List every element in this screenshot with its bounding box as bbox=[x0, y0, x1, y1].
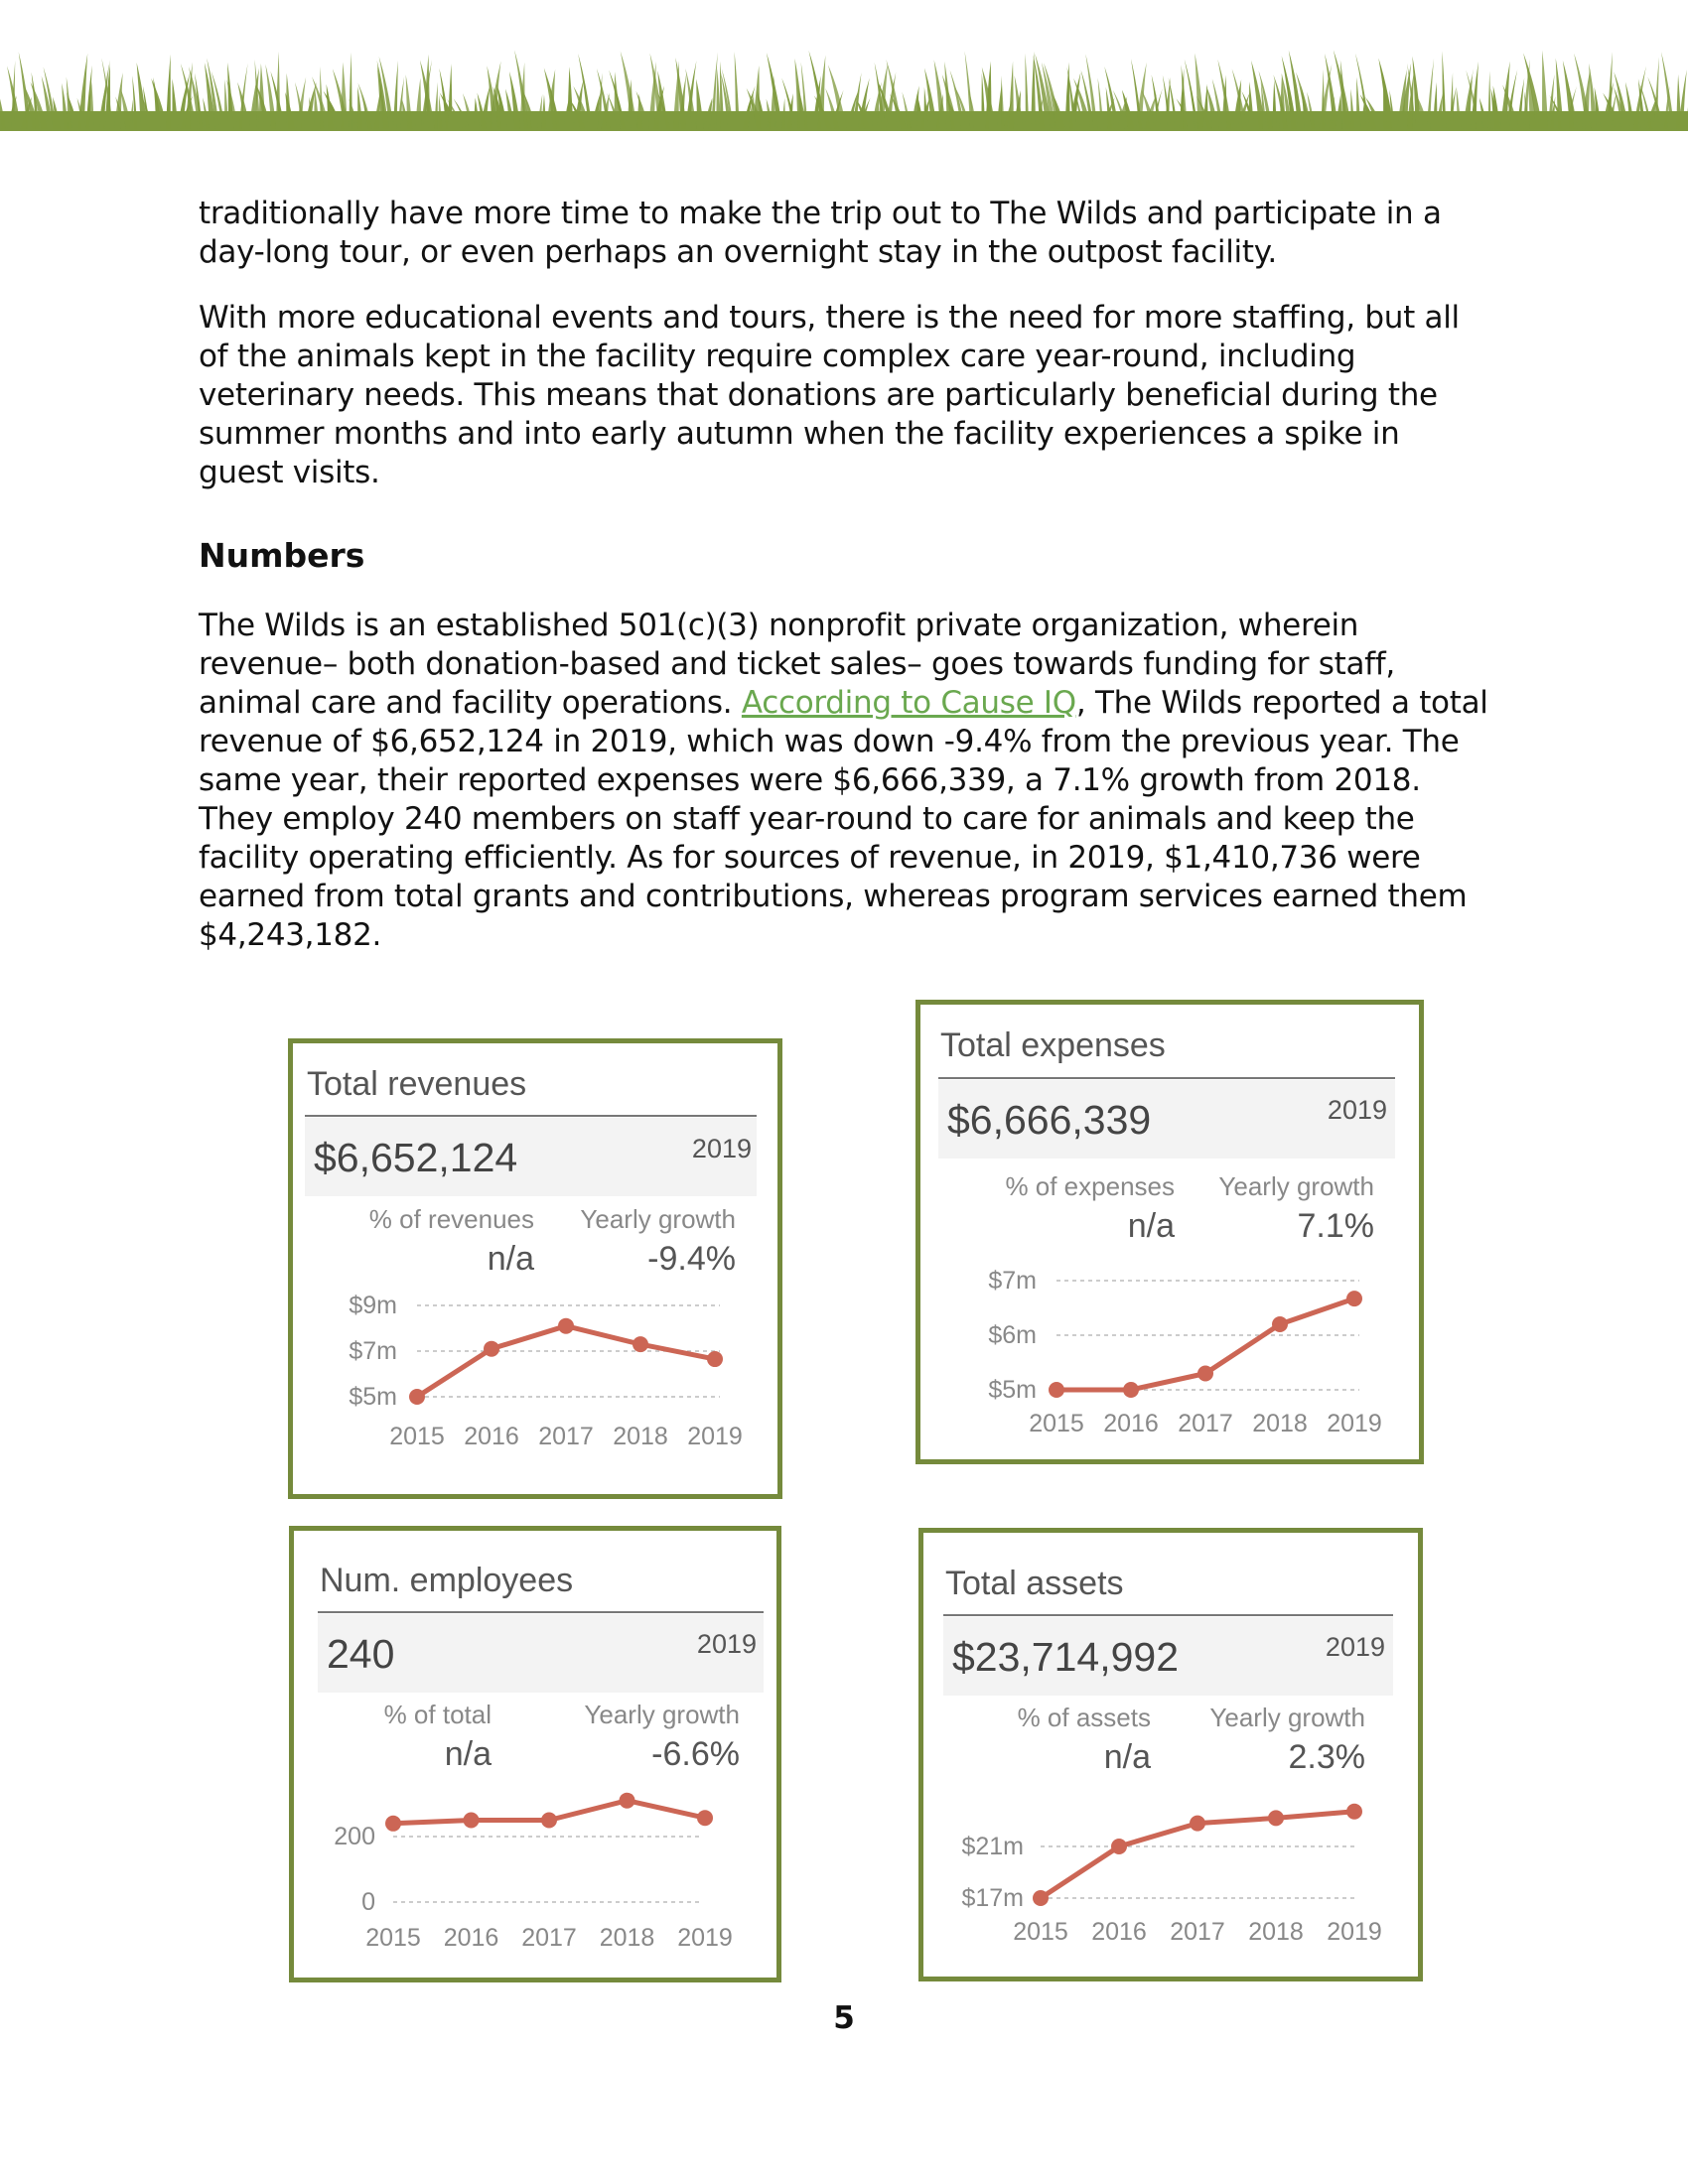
y-tick-label: 0 bbox=[361, 1888, 375, 1916]
data-point bbox=[541, 1813, 557, 1829]
card-year: 2019 bbox=[696, 1629, 757, 1659]
assets-chart bbox=[961, 1804, 1381, 1946]
total-expenses-widget bbox=[920, 1005, 1419, 1459]
growth-value: 7.1% bbox=[1297, 1207, 1374, 1245]
x-tick-label: 2017 bbox=[1178, 1410, 1233, 1437]
data-point bbox=[620, 1793, 635, 1809]
total-revenues-card bbox=[288, 1038, 782, 1499]
total-revenues-widget bbox=[293, 1043, 777, 1494]
numbers-text-end: , The Wilds reported a total revenue of $6,652,124 in 2019, which was down -9.4% from the previous year. The same year, their reported expenses were $6,666,339, a 7.1% growth from 2018. They employ 240 members on staff year-round to care for animals and keep the facility operating efficiently. As for sources of revenue, in 2019, $1,410,736 were earned from total grants and contributions, whereas program services earned them $4,243,182. bbox=[199, 685, 1488, 953]
pct-label: % of total bbox=[383, 1700, 492, 1729]
page-number: 5 bbox=[833, 2000, 855, 2036]
total-assets-card bbox=[918, 1528, 1423, 1981]
card-year: 2019 bbox=[1325, 1632, 1385, 1662]
card-value: $23,714,992 bbox=[952, 1634, 1180, 1680]
data-point bbox=[1346, 1804, 1362, 1820]
data-point bbox=[697, 1810, 713, 1826]
growth-label: Yearly growth bbox=[584, 1700, 740, 1729]
data-point bbox=[558, 1318, 574, 1334]
x-tick-label: 2016 bbox=[464, 1423, 519, 1450]
y-tick-label: $17m bbox=[961, 1884, 1024, 1912]
x-tick-label: 2015 bbox=[1029, 1410, 1084, 1437]
x-tick-label: 2015 bbox=[365, 1924, 421, 1952]
data-point bbox=[1123, 1382, 1139, 1398]
data-point bbox=[707, 1351, 723, 1367]
x-tick-label: 2018 bbox=[613, 1423, 668, 1450]
x-tick-label: 2016 bbox=[1103, 1410, 1159, 1437]
x-tick-label: 2019 bbox=[1327, 1918, 1382, 1946]
card-year: 2019 bbox=[691, 1134, 752, 1163]
data-point bbox=[385, 1816, 401, 1832]
y-tick-label: $5m bbox=[349, 1383, 397, 1411]
card-year: 2019 bbox=[1327, 1095, 1387, 1125]
x-tick-label: 2019 bbox=[1327, 1410, 1382, 1437]
data-point bbox=[633, 1336, 648, 1352]
pct-value: n/a bbox=[444, 1735, 492, 1773]
growth-label: Yearly growth bbox=[1209, 1703, 1365, 1732]
total-assets-widget bbox=[923, 1533, 1418, 1977]
card-value: $6,652,124 bbox=[314, 1135, 518, 1180]
y-tick-label: $7m bbox=[988, 1267, 1037, 1295]
series-line bbox=[417, 1326, 715, 1397]
pct-value: n/a bbox=[1127, 1207, 1175, 1245]
x-tick-label: 2019 bbox=[677, 1924, 733, 1952]
cause-iq-link[interactable]: According to Cause IQ bbox=[741, 685, 1076, 721]
growth-label: Yearly growth bbox=[580, 1204, 736, 1234]
paragraph-1: traditionally have more time to make the trip out to The Wilds and participate in a day-long tour, or even perhaps an overnight stay in the outpost facility. bbox=[199, 196, 1442, 270]
expenses-chart bbox=[988, 1267, 1381, 1437]
body-text bbox=[199, 195, 1489, 519]
y-tick-label: $5m bbox=[988, 1376, 1037, 1404]
x-tick-label: 2018 bbox=[599, 1924, 655, 1952]
data-point bbox=[484, 1341, 499, 1357]
data-point bbox=[1111, 1839, 1127, 1854]
y-tick-label: $6m bbox=[988, 1321, 1037, 1349]
card-value: $6,666,339 bbox=[947, 1097, 1152, 1143]
y-tick-label: 200 bbox=[334, 1823, 375, 1850]
x-tick-label: 2018 bbox=[1248, 1918, 1304, 1946]
num-employees-widget bbox=[294, 1531, 776, 1978]
growth-value: -9.4% bbox=[647, 1240, 736, 1278]
x-tick-label: 2019 bbox=[687, 1423, 743, 1450]
card-title: Num. employees bbox=[320, 1562, 574, 1599]
x-tick-label: 2018 bbox=[1252, 1410, 1308, 1437]
y-tick-label: $7m bbox=[349, 1337, 397, 1365]
data-point bbox=[1049, 1382, 1064, 1398]
paragraph-2: With more educational events and tours, there is the need for more staffing, but all of the animals kept in the facility require complex care year-round, including veterinary needs. This means that donations are particularly beneficial during the summer months and into early autumn when the facility experiences a spike in guest visits. bbox=[199, 300, 1460, 490]
x-tick-label: 2017 bbox=[538, 1423, 594, 1450]
revenues-chart bbox=[349, 1292, 742, 1450]
card-value: 240 bbox=[327, 1631, 395, 1677]
x-tick-label: 2016 bbox=[443, 1924, 499, 1952]
numbers-heading: Numbers bbox=[199, 536, 365, 575]
growth-value: 2.3% bbox=[1288, 1738, 1365, 1776]
data-point bbox=[1346, 1291, 1362, 1306]
data-point bbox=[1272, 1316, 1288, 1332]
pct-label: % of assets bbox=[1017, 1703, 1151, 1732]
data-point bbox=[464, 1813, 480, 1829]
data-point bbox=[1197, 1366, 1213, 1382]
y-tick-label: $9m bbox=[349, 1292, 397, 1319]
card-title: Total revenues bbox=[307, 1065, 527, 1103]
growth-value: -6.6% bbox=[651, 1735, 740, 1773]
pct-value: n/a bbox=[1103, 1738, 1151, 1776]
growth-label: Yearly growth bbox=[1218, 1171, 1374, 1201]
card-title: Total expenses bbox=[940, 1026, 1166, 1064]
data-point bbox=[409, 1389, 425, 1405]
numbers-text bbox=[199, 607, 1489, 982]
card-title: Total assets bbox=[945, 1565, 1124, 1602]
x-tick-label: 2017 bbox=[1170, 1918, 1225, 1946]
data-point bbox=[1268, 1810, 1284, 1826]
data-point bbox=[1033, 1890, 1049, 1906]
employees-chart bbox=[334, 1793, 733, 1952]
pct-label: % of expenses bbox=[1005, 1171, 1175, 1201]
x-tick-label: 2015 bbox=[1013, 1918, 1068, 1946]
y-tick-label: $21m bbox=[961, 1833, 1024, 1860]
num-employees-card bbox=[289, 1526, 781, 1982]
grass-banner bbox=[0, 0, 1688, 139]
pct-label: % of revenues bbox=[368, 1204, 534, 1234]
total-expenses-card bbox=[915, 1000, 1424, 1464]
x-tick-label: 2017 bbox=[521, 1924, 577, 1952]
pct-value: n/a bbox=[487, 1240, 534, 1278]
numbers-text-start: The Wilds is an established 501(c)(3) nonprofit private organization, wherein revenue– both donation-based and ticket sales– goes towards funding for staff, animal care and facility operations. bbox=[199, 608, 1395, 721]
x-tick-label: 2015 bbox=[389, 1423, 445, 1450]
x-tick-label: 2016 bbox=[1091, 1918, 1147, 1946]
data-point bbox=[1190, 1816, 1205, 1832]
